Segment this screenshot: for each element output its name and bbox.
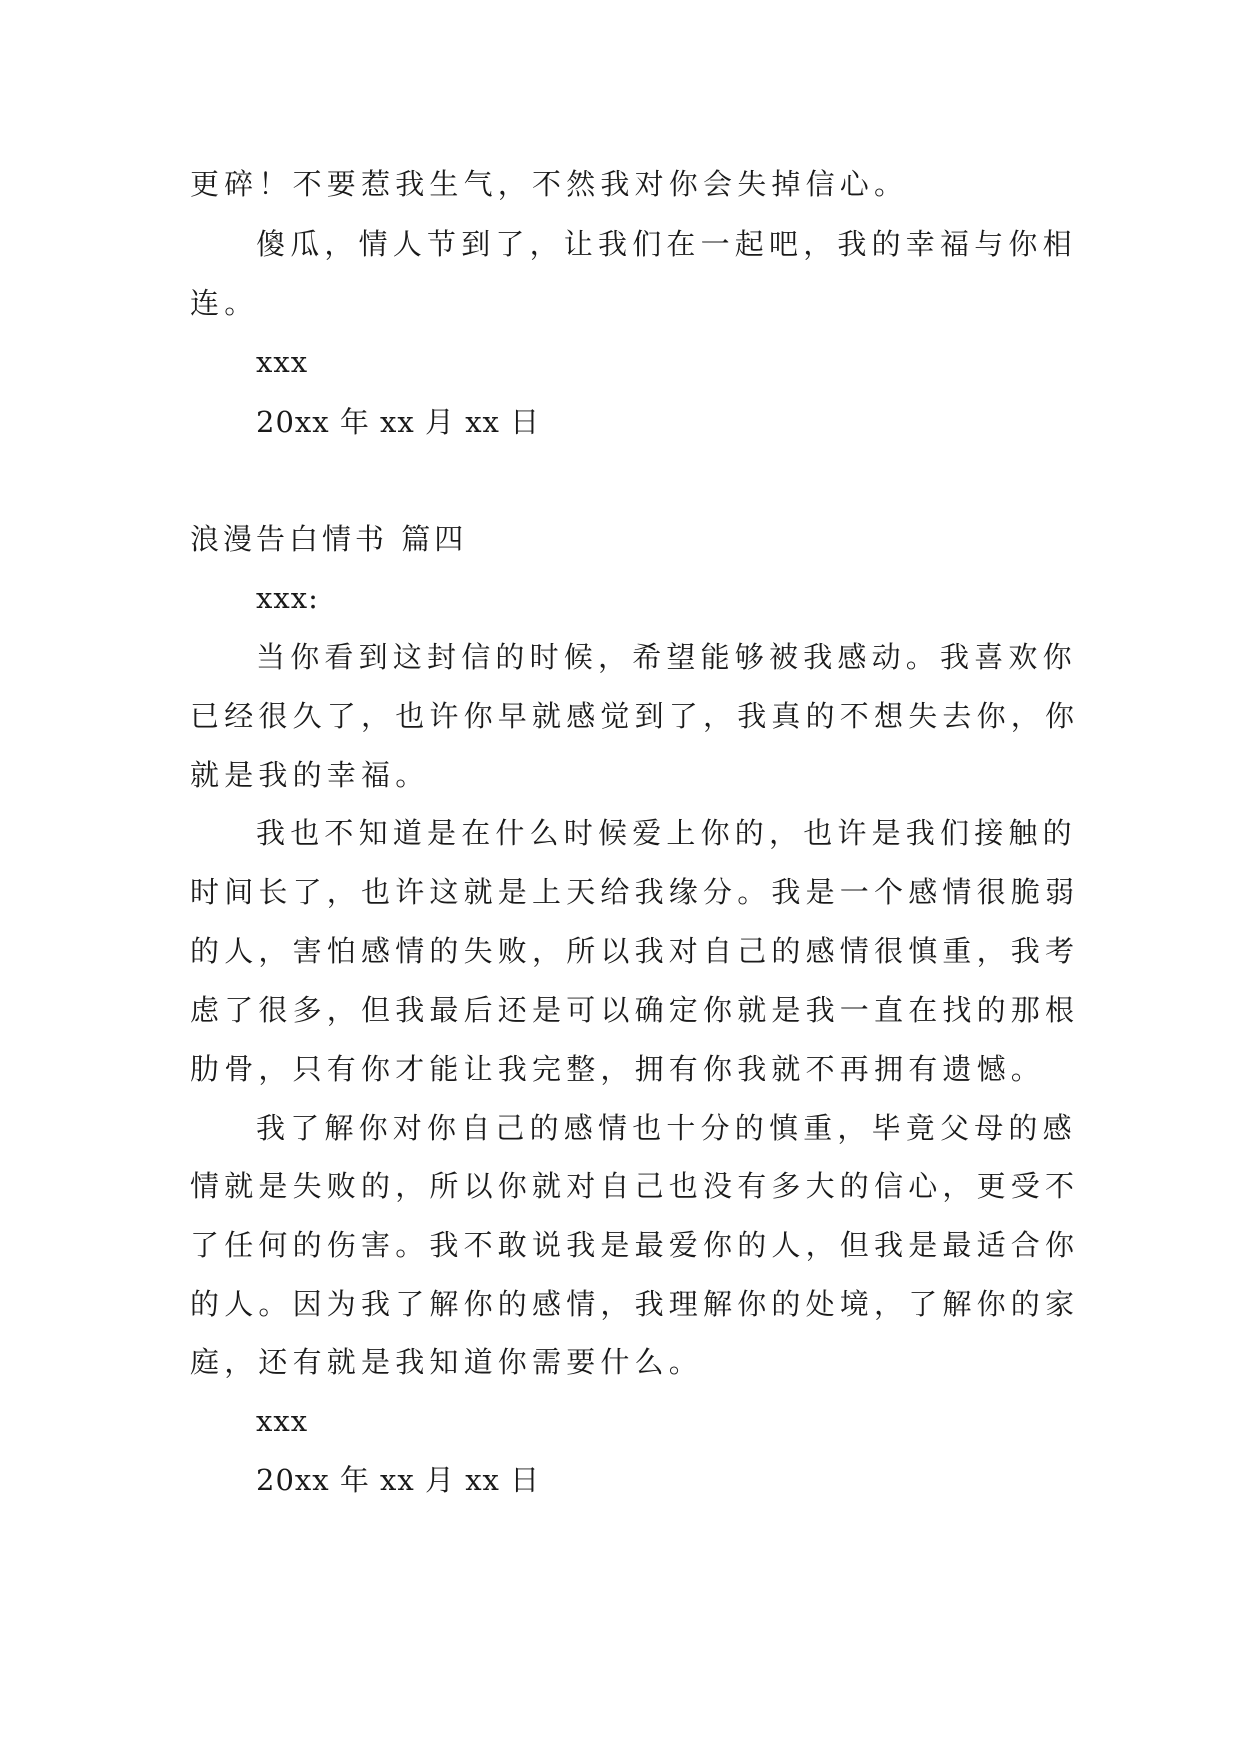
paragraph-line: 肋骨，只有你才能让我完整，拥有你我就不再拥有遗憾。	[190, 1052, 1046, 1086]
part3-paragraph-line: 连。	[190, 286, 259, 320]
signature: xxx	[256, 1404, 309, 1438]
part3-date: 20xx 年 xx 月 xx 日	[256, 405, 541, 439]
paragraph-line: 庭，还有就是我知道你需要什么。	[190, 1345, 704, 1379]
paragraph-line: 时间长了，也许这就是上天给我缘分。我是一个感情很脆弱	[190, 875, 1080, 909]
paragraph-line: 就是我的幸福。	[190, 758, 430, 792]
paragraph-line: 情就是失败的，所以你就对自己也没有多大的信心，更受不	[190, 1169, 1080, 1203]
paragraph-line: 我了解你对你自己的感情也十分的慎重，毕竟父母的感	[256, 1111, 1077, 1145]
paragraph-line: 我也不知道是在什么时候爱上你的，也许是我们接触的	[256, 816, 1077, 850]
paragraph-line: 已经很久了，也许你早就感觉到了，我真的不想失去你，你	[190, 699, 1080, 733]
paragraph-line: 虑了很多，但我最后还是可以确定你就是我一直在找的那根	[190, 993, 1080, 1027]
paragraph-line: 的人。因为我了解你的感情，我理解你的处境，了解你的家	[190, 1287, 1080, 1321]
part3-signature: xxx	[256, 345, 309, 379]
part3-paragraph-line: 傻瓜，情人节到了，让我们在一起吧，我的幸福与你相	[256, 227, 1077, 261]
paragraph-line: 当你看到这封信的时候，希望能够被我感动。我喜欢你	[256, 640, 1077, 674]
part3-text-line: 更碎！不要惹我生气，不然我对你会失掉信心。	[190, 167, 909, 201]
date: 20xx 年 xx 月 xx 日	[256, 1463, 541, 1497]
salutation: xxx:	[256, 581, 319, 615]
paragraph-line: 了任何的伤害。我不敢说我是最爱你的人，但我是最适合你	[190, 1228, 1080, 1262]
paragraph-line: 的人，害怕感情的失败，所以我对自己的感情很慎重，我考	[190, 934, 1080, 968]
section-heading: 浪漫告白情书 篇四	[190, 522, 468, 556]
